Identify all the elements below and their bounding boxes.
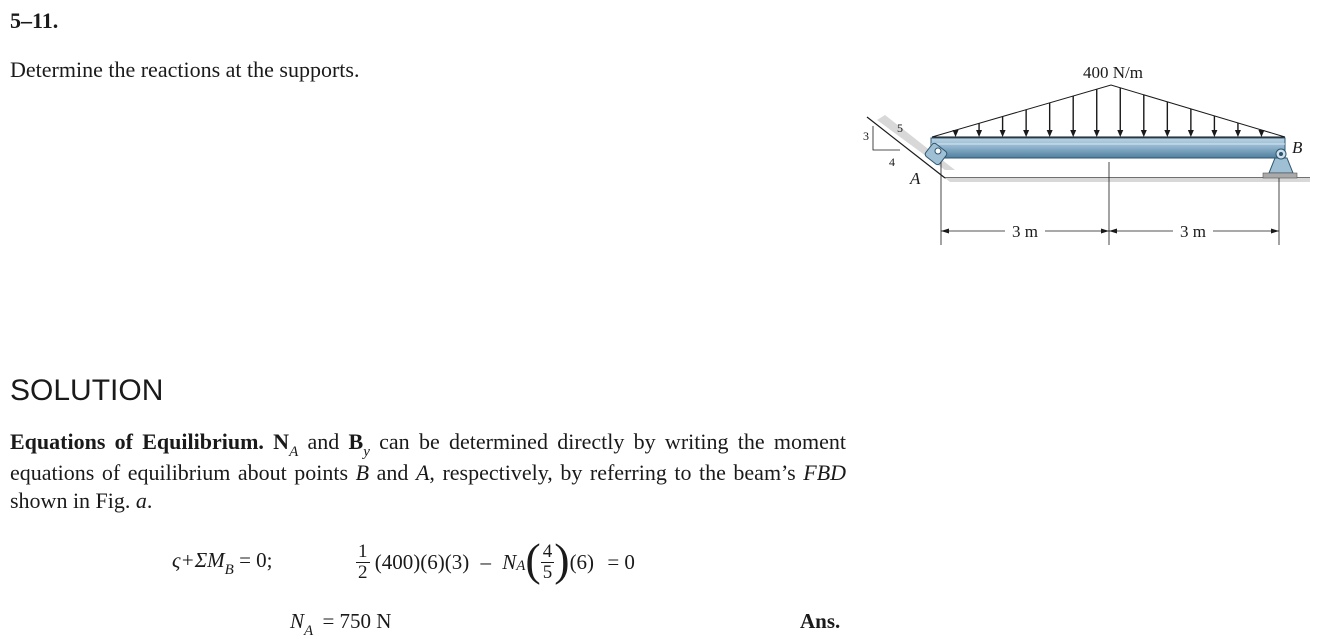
fraction-num: 1 [358,541,368,562]
paragraph-text-2: , respectively, by referring to the beam’s [429,460,796,485]
paragraph-lead: Equations of Equilibrium. [10,429,264,454]
paragraph-text-1: can be determined directly by writing the moment equations of equilibrium about points [10,429,846,485]
paragraph-and-1: and [307,429,340,454]
label-b: B [1292,138,1303,157]
result-value: = 750 N [322,609,392,633]
result-n-sub: A [304,623,314,639]
dimension-lines [941,162,1279,245]
load-arrow-head [1235,130,1241,137]
equation-minus: – [480,550,491,574]
solution-heading: SOLUTION [10,374,164,407]
label-a: A [910,169,921,188]
answer-label: Ans. [800,609,841,633]
moment-equation [356,536,635,589]
paragraph-text-3: shown in Fig. [10,488,131,513]
fbd-text: FBD [803,460,847,485]
point-a: A [415,460,430,485]
paren-open: ( [525,534,541,585]
paren-close: ) [554,534,570,585]
load-arrow-head [1164,130,1170,137]
load-arrow-head [1211,130,1217,137]
fig-ref: a [135,488,147,513]
equation-term-1: (400)(6)(3) [374,550,470,574]
dimension-left: 3 m [1012,222,1038,241]
load-arrow-head [1258,130,1264,137]
load-arrow-head [1023,130,1029,137]
beam-figure [855,58,1315,253]
symbol-n-sub: A [289,444,299,460]
moment-sub: B [224,562,234,578]
load-arrow-head [953,130,959,137]
load-arrow-head [1047,130,1053,137]
problem-number: 5–11. [10,8,59,33]
symbol-b-sub: y [363,444,370,460]
load-arrows [953,88,1265,137]
distributed-load [932,85,1285,137]
equation-n-sub: A [516,558,526,574]
equation-rhs: = 0 [607,550,635,574]
symbol-n: N [273,429,290,454]
equation-n: N [502,550,517,574]
fraction2-den: 5 [542,562,553,583]
moment-symbol: ς+ΣM [172,548,225,572]
fraction-four-fifths [541,542,555,583]
slope-label-4: 4 [889,155,895,169]
problem-statement: Determine the reactions at the supports. [10,57,360,82]
paragraph-and-2: and [376,460,409,485]
equation-term-2: (6) [569,550,595,574]
load-arrow-head [976,130,982,137]
load-arrow-head [1070,130,1076,137]
point-b: B [355,460,370,485]
fraction2-num: 4 [542,541,553,562]
load-arrow-head [1000,130,1006,137]
solution-paragraph [10,428,846,515]
moment-equals-zero: = 0; [233,548,273,572]
moment-equation-label [172,548,273,578]
beam [931,138,1285,158]
result-equation [290,609,392,639]
fraction-one-half [356,542,370,583]
paragraph-period: . [146,488,153,513]
dimension-right: 3 m [1180,222,1206,241]
load-arrow-head [1188,130,1194,137]
slope-label-3: 3 [863,129,869,143]
fraction-den: 2 [358,562,368,583]
result-n: N [290,609,305,633]
load-label: 400 N/m [1083,63,1143,82]
load-arrow-head [1094,130,1100,137]
load-arrow-head [1117,130,1123,137]
load-arrow-head [1141,130,1147,137]
symbol-b: B [348,429,364,454]
slope-label-5: 5 [897,121,903,135]
